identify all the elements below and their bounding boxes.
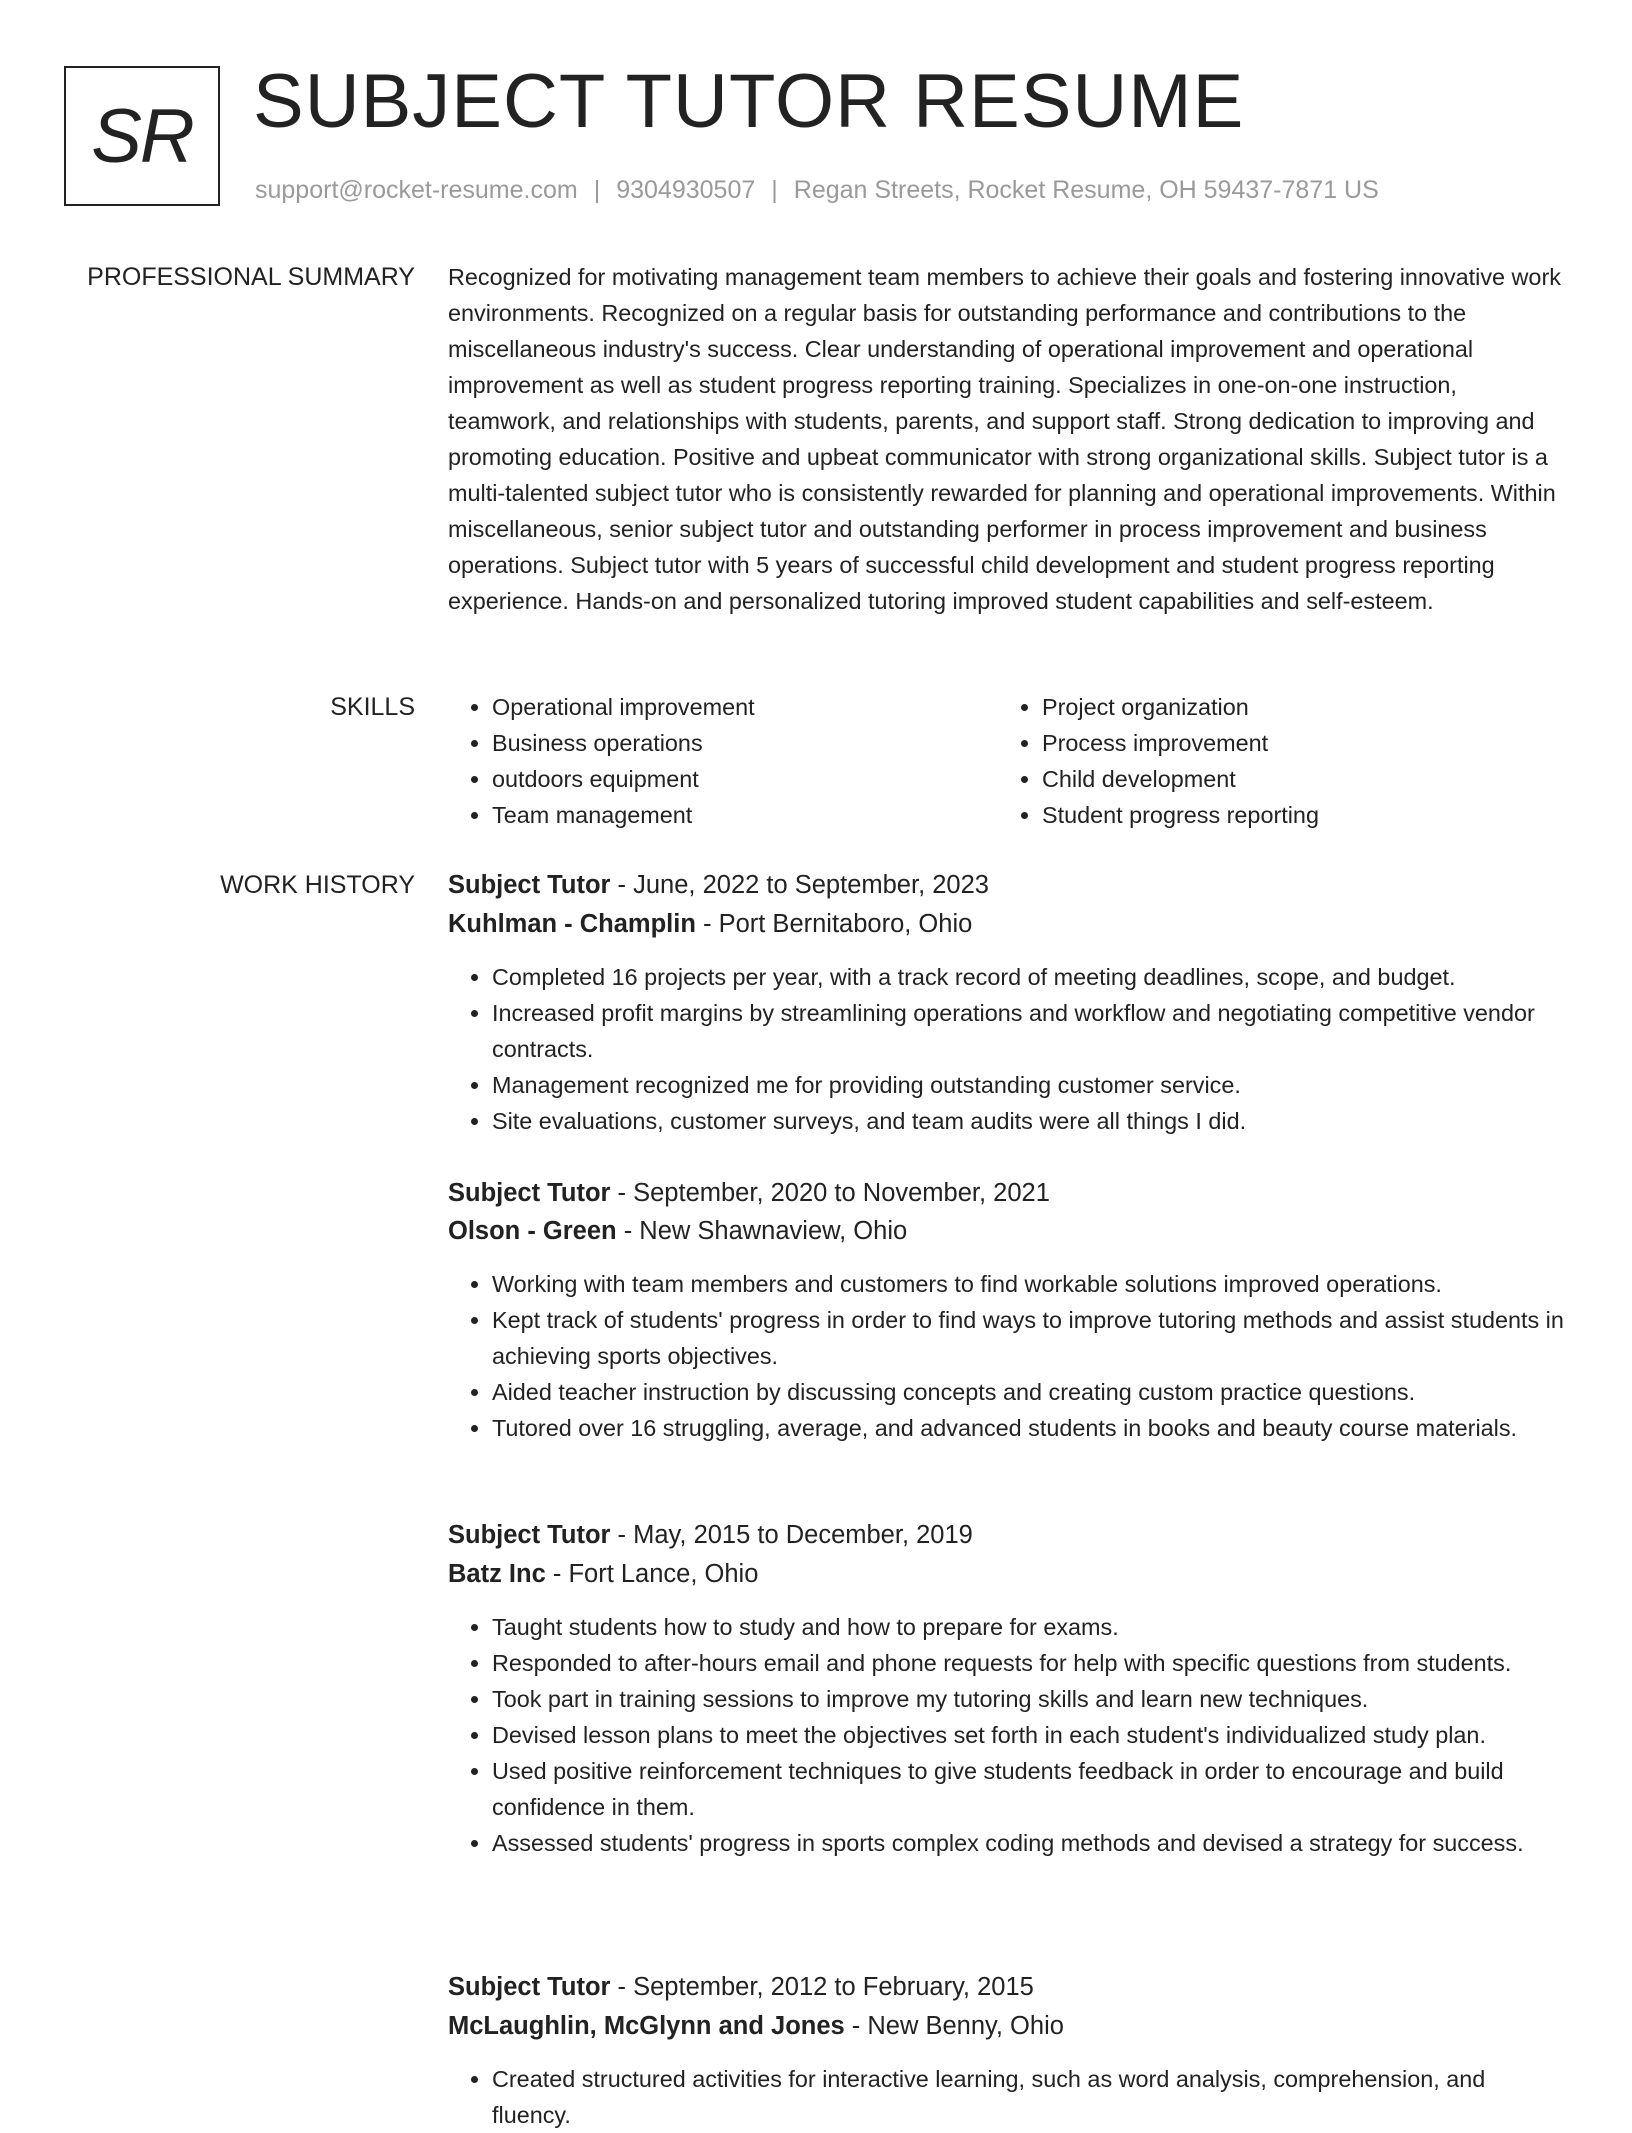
contact-line [255, 173, 1379, 207]
job-bullet-list [448, 2061, 1570, 2133]
job-title: Subject Tutor [448, 1179, 611, 1207]
job-dates: - May, 2015 to December, 2019 [610, 1521, 973, 1549]
job-dates: - June, 2022 to September, 2023 [610, 871, 989, 899]
job-company-line [448, 2007, 1064, 2045]
skills-heading: SKILLS [330, 693, 415, 721]
skill-item: • outdoors equipment [492, 761, 1012, 797]
contact-phone[interactable]: 9304930507 [616, 176, 756, 204]
job-company: Olson - Green [448, 1217, 617, 1245]
job-location: - New Benny, Ohio [844, 2012, 1064, 2040]
page-title: SUBJECT TUTOR RESUME [253, 59, 1245, 144]
job-bullet: • Management recognized me for providing outstanding customer service. [492, 1067, 1570, 1103]
job-bullet: • Devised lesson plans to meet the objectives set forth in each student's individualized study plan. [492, 1717, 1570, 1753]
job-title-line [448, 1174, 1050, 1212]
skill-item: • Business operations [492, 725, 1012, 761]
work-history-heading: WORK HISTORY [220, 871, 415, 899]
skill-item: • Process improvement [1042, 725, 1602, 761]
job-bullet: • Created structured activities for interactive learning, such as word analysis, comprehension, and fluency. [492, 2061, 1570, 2133]
job-title-line [448, 1968, 1034, 2006]
job-bullet: • Completed 16 projects per year, with a track record of meeting deadlines, scope, and budget. [492, 959, 1570, 995]
summary-text: Recognized for motivating management team members to achieve their goals and fostering innovative work environments. Recognized on a regular basis for outstanding performance and contributions to the miscellaneous industry's success. Clear understanding of operational improvement and operational improvement as well as student progress reporting training. Specializes in one-on-one instruction, teamwork, and relationships with students, parents, and support staff. Strong dedication to improving and promoting education. Positive and upbeat communicator with strong organizational skills. Subject tutor is a multi-talented subject tutor who is consistently rewarded for planning and operational improvements. Within miscellaneous, senior subject tutor and outstanding performer in process improvement and business operations. Subject tutor with 5 years of successful child development and student progress reporting experience. Hands-on and personalized tutoring improved student capabilities and self-esteem. [448, 264, 1561, 614]
skill-item: • Operational improvement [492, 689, 1012, 725]
job-bullet: • Increased profit margins by streamlining operations and workflow and negotiating competitive vendor contracts. [492, 995, 1570, 1067]
job-bullet: • Aided teacher instruction by discussing concepts and creating custom practice questions. [492, 1374, 1570, 1410]
job-title-line [448, 866, 989, 904]
contact-email[interactable]: support@rocket-resume.com [255, 176, 578, 204]
job-dates: - September, 2012 to February, 2015 [610, 1973, 1034, 2001]
job-location: - Fort Lance, Ohio [545, 1560, 759, 1588]
job-bullet: • Kept track of students' progress in order to find ways to improve tutoring methods and assist students in achieving sports objectives. [492, 1302, 1570, 1374]
summary-heading: PROFESSIONAL SUMMARY [87, 263, 415, 291]
job-bullet: • Site evaluations, customer surveys, and team audits were all things I did. [492, 1103, 1570, 1139]
contact-separator: | [593, 176, 601, 204]
skill-item: • Student progress reporting [1042, 797, 1602, 833]
job-company: McLaughlin, McGlynn and Jones [448, 2012, 845, 2040]
job-company-line [448, 1555, 758, 1593]
job-bullet: • Working with team members and customers to find workable solutions improved operations. [492, 1266, 1570, 1302]
skills-list-right [998, 689, 1602, 833]
job-bullet: • Used positive reinforcement techniques to give students feedback in order to encourage and build confidence in them. [492, 1753, 1570, 1825]
job-company-line [448, 905, 972, 943]
job-company: Batz Inc [448, 1560, 546, 1588]
job-bullet: • Tutored over 16 struggling, average, and advanced students in books and beauty course materials. [492, 1410, 1570, 1446]
contact-separator: | [771, 176, 778, 204]
job-bullet-list [448, 1609, 1570, 1861]
skill-item: • Project organization [1042, 689, 1602, 725]
job-bullet-list [448, 1266, 1570, 1446]
job-title: Subject Tutor [448, 871, 611, 899]
job-location: - New Shawnaview, Ohio [616, 1217, 908, 1245]
job-bullet: • Assessed students' progress in sports complex coding methods and devised a strategy for success. [492, 1825, 1570, 1861]
contact-address: Regan Streets, Rocket Resume, OH 59437-7871 US [793, 176, 1379, 204]
job-bullet: • Took part in training sessions to improve my tutoring skills and learn new techniques. [492, 1681, 1570, 1717]
monogram-logo: SR [64, 66, 220, 206]
skills-list-left [448, 689, 1012, 833]
skill-item: • Team management [492, 797, 1012, 833]
skill-item: • Child development [1042, 761, 1602, 797]
job-title: Subject Tutor [448, 1521, 611, 1549]
job-bullet: • Taught students how to study and how to prepare for exams. [492, 1609, 1570, 1645]
job-title-line [448, 1516, 973, 1554]
job-company-line [448, 1212, 907, 1250]
job-bullet: • Responded to after-hours email and phone requests for help with specific questions from students. [492, 1645, 1570, 1681]
job-title: Subject Tutor [448, 1973, 611, 2001]
job-bullet-list [448, 959, 1570, 1139]
job-location: - Port Bernitaboro, Ohio [695, 910, 973, 938]
job-company: Kuhlman - Champlin [448, 910, 696, 938]
job-dates: - September, 2020 to November, 2021 [610, 1179, 1050, 1207]
